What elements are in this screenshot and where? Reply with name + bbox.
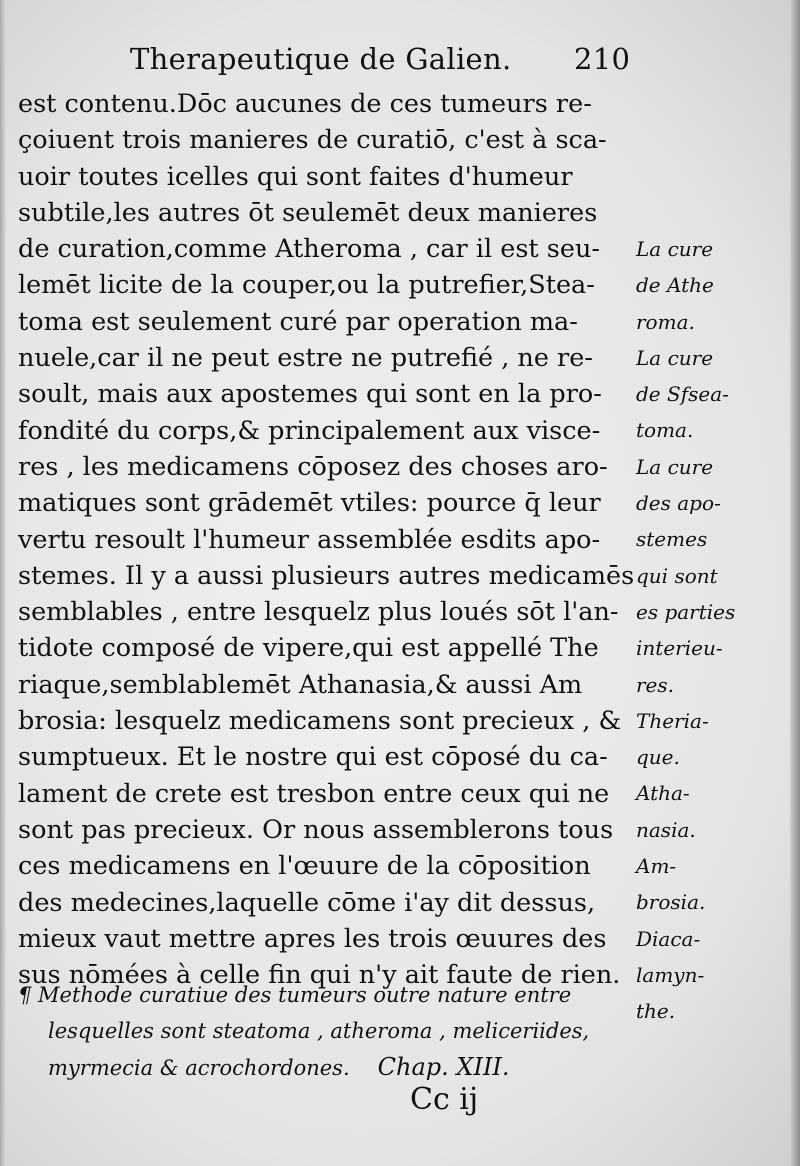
margin-note-line: que. (636, 745, 680, 770)
margin-note-line: La cure (636, 345, 714, 370)
text-line: sont pas precieux. Or nous assemblerons tous (18, 814, 614, 845)
text-line: subtile,les autres ōt seulemēt deux manieres (18, 197, 598, 228)
margin-note-line: La cure (636, 237, 714, 261)
margin-note-line: La cure (636, 454, 714, 479)
page-edge-shadow (790, 0, 800, 1166)
page-binding-shadow (0, 0, 6, 1166)
margin-note-line: brosia. (636, 890, 706, 915)
text-line: des medecines,laquelle cōme i'ay dit dessus, (18, 887, 596, 918)
text-line: soult, mais aux apostemes qui sont en la pro- (18, 379, 602, 410)
signature-mark: Cc ij (410, 1082, 479, 1117)
margin-note-line: the. (636, 999, 676, 1024)
text-line: çoiuent trois manieres de curatiō, c'est à sca- (18, 125, 607, 156)
margin-note-line: interieu- (636, 636, 723, 661)
margin-note-line: roma. (636, 309, 695, 334)
text-line: stemes. Il y a aussi plusieurs autres medicamēs (18, 560, 635, 591)
margin-note-line: des apo- (636, 491, 721, 516)
margin-note-line: es parties (636, 599, 736, 624)
text-line: fondité du corps,& principalement aux visce- (18, 415, 601, 446)
page-header (130, 42, 630, 82)
text-line: sus nōmées à celle fin qui n'y ait faute de rien. (18, 960, 621, 991)
text-line: semblables , entre lesquelz plus loués sōt l'an- (18, 597, 619, 628)
text-line: tidote composé de vipere,qui est appellé The (18, 633, 599, 664)
margin-note-line: res. (636, 672, 675, 697)
marginal-notes (636, 231, 786, 1030)
margin-note-line: qui sont (636, 563, 718, 588)
text-line: toma est seulement curé par operation ma- (18, 306, 578, 337)
text-line: nuele,car il ne peut estre ne putrefié , ne re- (18, 343, 593, 374)
text-line: lemēt licite de la couper,ou la putrefier,Stea- (18, 270, 595, 301)
text-line: lament de crete est tresbon entre ceux qui ne (18, 778, 610, 809)
margin-note-line: Am- (636, 854, 677, 879)
chapter-number: Chap. XIII. (377, 1053, 510, 1081)
margin-note-line: de Sfsea- (636, 382, 729, 407)
margin-note-line: de Athe (636, 273, 714, 298)
margin-note-line: Theria- (636, 708, 709, 733)
margin-note-line: Diaca- (636, 926, 701, 951)
chapter-title-text: myrmecia & acrochordones. (48, 1056, 350, 1080)
text-line: de curation,comme Atheroma , car il est seu- (18, 234, 601, 265)
text-line: matiques sont grādemēt vtiles: pource q̄ leur (18, 488, 601, 519)
text-line: brosia: lesquelz medicamens sont precieux , & (18, 706, 622, 737)
text-line: vertu resoult l'humeur assemblée esdits apo- (18, 524, 601, 555)
margin-note-line: stemes (636, 527, 708, 552)
chapter-title-line (18, 1049, 718, 1085)
chapter-title-line: lesquelles sont steatoma , atheroma , meliceriides, (48, 1019, 590, 1043)
text-line: est contenu.Dōc aucunes de ces tumeurs re- (18, 89, 592, 119)
margin-note-line: nasia. (636, 817, 696, 842)
text-line: riaque,semblablemēt Athanasia,& aussi Am (18, 669, 583, 700)
text-line: sumptueux. Et le nostre qui est cōposé du ca- (18, 742, 608, 773)
running-head: Therapeutique de Galien. (130, 42, 512, 76)
margin-note-line: toma. (636, 418, 694, 443)
margin-note-line: Atha- (636, 781, 690, 806)
margin-note-line: lamyn- (636, 962, 705, 987)
text-line: uoir toutes icelles qui sont faites d'humeur (18, 161, 573, 192)
text-line: res , les medicamens cōposez des choses aro- (18, 451, 608, 482)
chapter-title-line: ¶ Methode curatiue des tumeurs outre nature entre (18, 983, 572, 1007)
text-line: ces medicamens en l'œuure de la cōposition (18, 851, 591, 882)
page-number: 210 (574, 42, 631, 76)
chapter-heading (18, 977, 718, 1085)
text-line: mieux vaut mettre apres les trois œuures des (18, 923, 607, 954)
body-text (18, 86, 638, 993)
